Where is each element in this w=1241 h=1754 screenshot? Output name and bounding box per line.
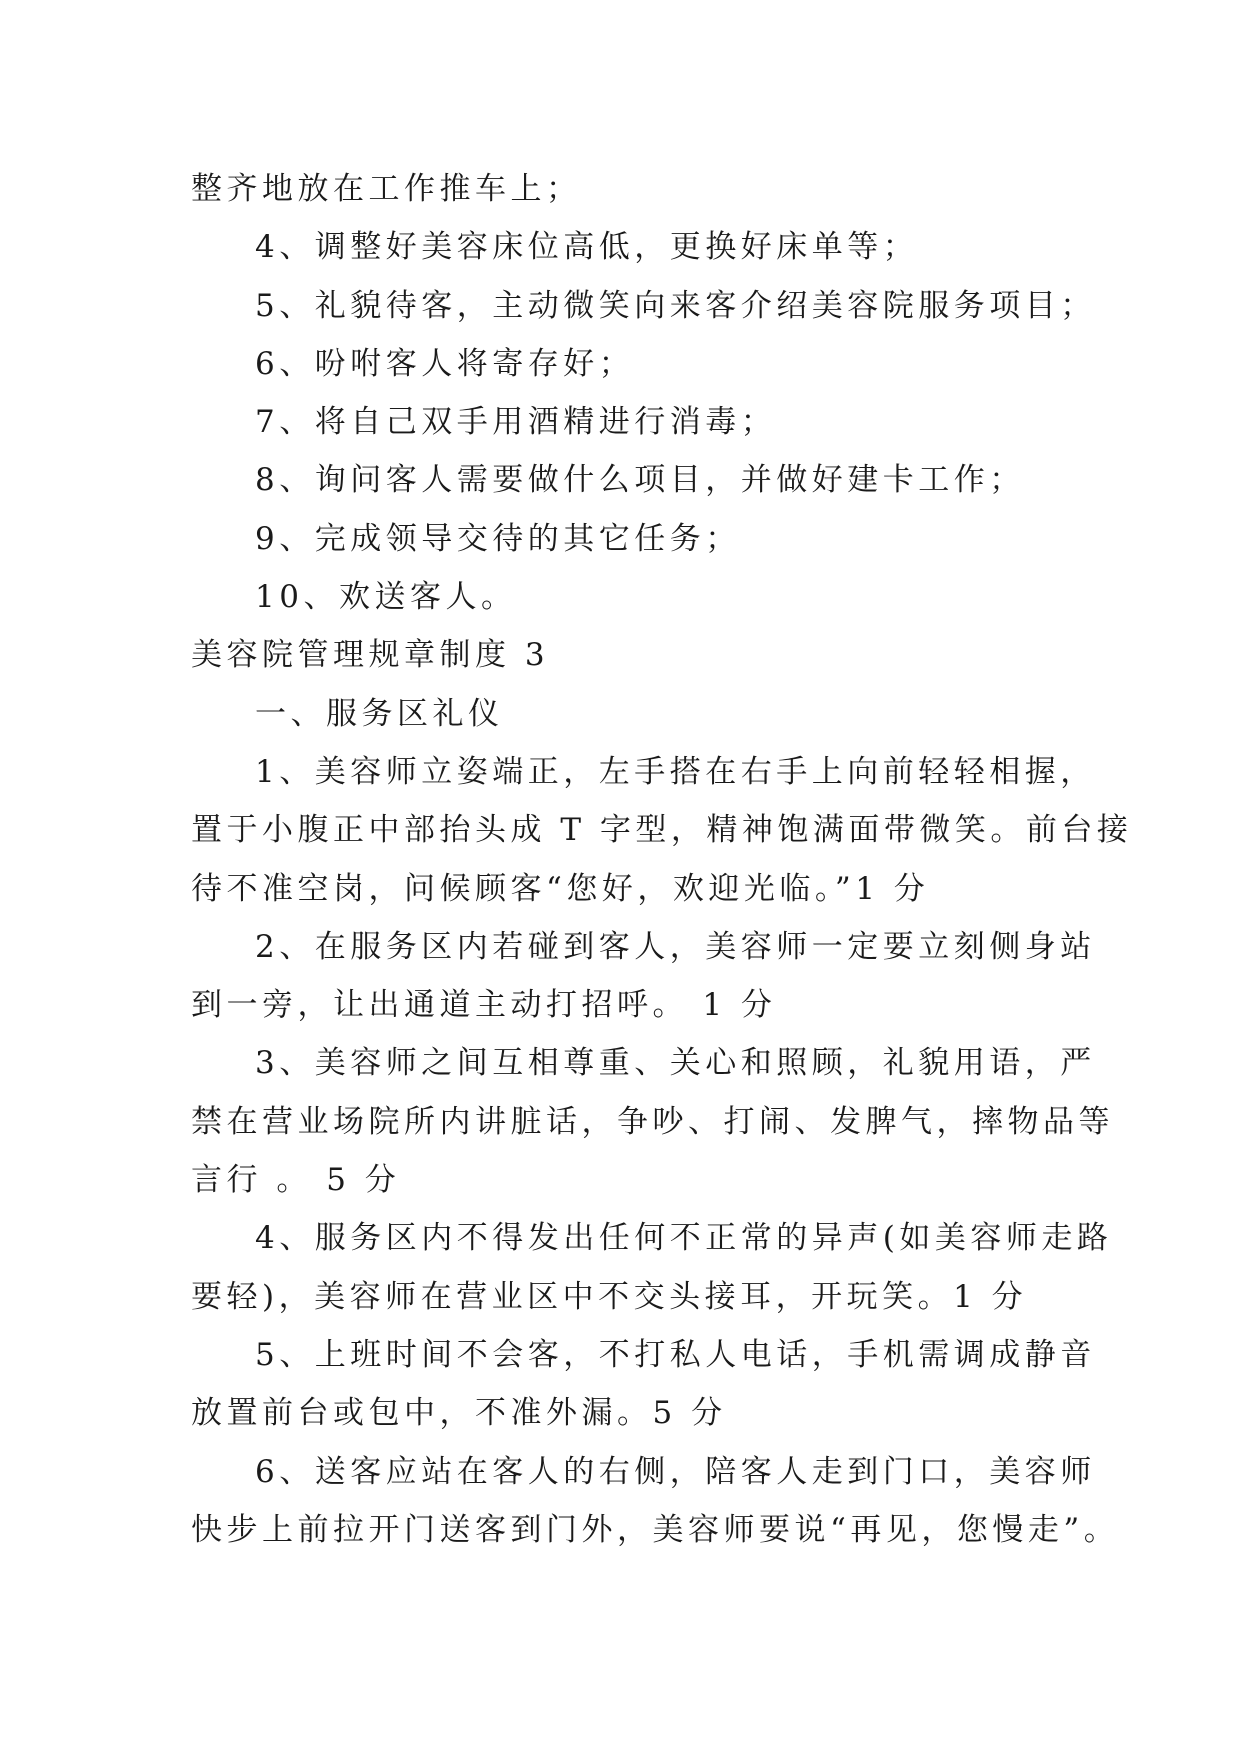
- paragraph-line: 快步上前拉开门送客到门外，美容师要说“再见，您慢走”。: [191, 1511, 1120, 1548]
- paragraph-line: 待不准空岗，问候顾客“您好，欢迎光临。”1 分: [191, 870, 930, 907]
- list-item: 6、吩咐客人将寄存好；: [255, 345, 635, 382]
- paragraph-line: 置于小腹正中部抬头成 T 字型，精神饱满面带微笑。前台接: [191, 812, 1133, 849]
- paragraph-line: 要轻)，美容师在营业区中不交头接耳，开玩笑。1 分: [191, 1278, 1028, 1315]
- list-item: 8、询问客人需要做什么项目，并做好建卡工作；: [255, 462, 1025, 499]
- paragraph-line: 到一旁，让出通道主动打招呼。 1 分: [191, 987, 777, 1024]
- subsection-heading: 一、服务区礼仪: [255, 695, 504, 732]
- list-item: 9、完成领导交待的其它任务；: [255, 520, 741, 557]
- list-item: 4、调整好美容床位高低，更换好床单等；: [255, 229, 919, 266]
- paragraph-line: 禁在营业场院所内讲脏话，争吵、打闹、发脾气，摔物品等: [191, 1103, 1114, 1140]
- list-item: 7、将自己双手用酒精进行消毒；: [255, 404, 777, 441]
- paragraph-line: 1、美容师立姿端正，左手搭在右手上向前轻轻相握，: [255, 753, 1096, 790]
- document-body: [191, 160, 1133, 1559]
- list-item: 5、礼貌待客，主动微笑向来客介绍美容院服务项目；: [255, 287, 1096, 324]
- paragraph-line: 放置前台或包中，不准外漏。5 分: [191, 1395, 727, 1432]
- paragraph-line: 6、送客应站在客人的右侧，陪客人走到门口，美容师: [255, 1453, 1096, 1490]
- text-line: 整齐地放在工作推车上；: [191, 171, 582, 207]
- section-heading: 美容院管理规章制度 3: [191, 637, 550, 674]
- list-item: 10、欢送客人。: [255, 579, 517, 616]
- paragraph-line: 5、上班时间不会客，不打私人电话，手机需调成静音: [255, 1336, 1096, 1373]
- paragraph-line: 4、服务区内不得发出任何不正常的异声(如美容师走路: [255, 1220, 1113, 1257]
- paragraph-line: 言行 。 5 分: [191, 1162, 401, 1199]
- paragraph-line: 2、在服务区内若碰到客人，美容师一定要立刻侧身站: [255, 928, 1096, 965]
- paragraph-line: 3、美容师之间互相尊重、关心和照顾，礼貌用语，严: [255, 1045, 1096, 1082]
